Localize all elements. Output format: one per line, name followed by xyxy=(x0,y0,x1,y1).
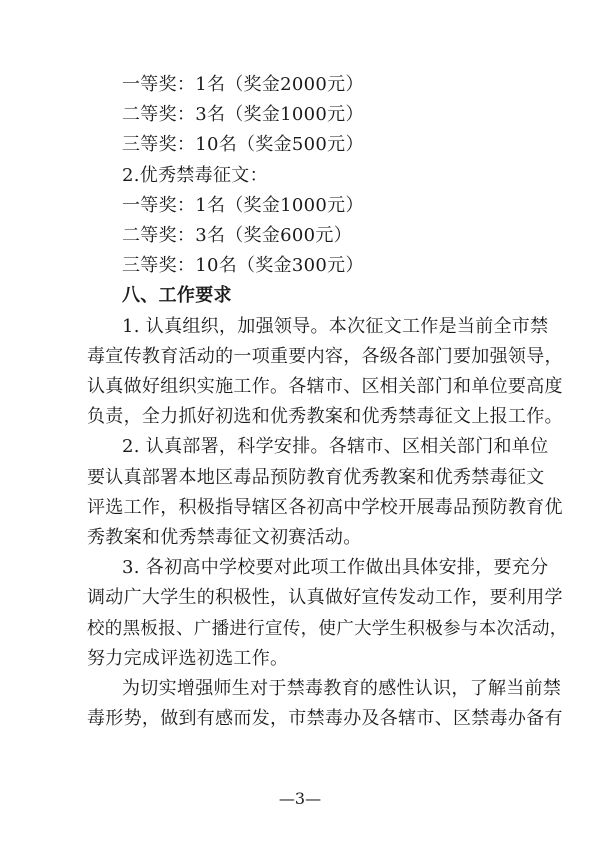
award-line-lesson-third: 三等奖：10名（奖金500元） xyxy=(122,134,364,156)
essay-subheading: 2.优秀禁毒征文： xyxy=(122,164,268,186)
page-number: —3— xyxy=(278,789,322,808)
award-line-lesson-second: 二等奖：3名（奖金1000元） xyxy=(122,104,364,126)
paragraph-1-line-1: 1. 认真组织，加强领导。本次征文工作是当前全市禁 xyxy=(122,315,549,337)
paragraph-1-line-3: 认真做好组织实施工作。各辖市、区相关部门和单位要高度 xyxy=(87,376,563,397)
section-heading: 八、工作要求 xyxy=(122,285,232,307)
paragraph-3-line-4: 努力完成评选初选工作。 xyxy=(87,647,289,669)
paragraph-3-line-1: 3. 各初高中学校要对此项工作做出具体安排，要充分 xyxy=(122,557,549,579)
paragraph-1-line-2: 毒宣传教育活动的一项重要内容，各级各部门要加强领导， xyxy=(87,345,563,367)
paragraph-2-line-4: 秀教案和优秀禁毒征文初赛活动。 xyxy=(87,527,362,548)
award-line-essay-second: 二等奖：3名（奖金600元） xyxy=(122,225,353,246)
paragraph-2-line-2: 要认真部署本地区毒品预防教育优秀教案和优秀禁毒征文 xyxy=(87,466,545,488)
award-line-essay-third: 三等奖：10名（奖金300元） xyxy=(122,255,364,277)
paragraph-2-line-1: 2. 认真部署，科学安排。各辖市、区相关部门和单位 xyxy=(122,436,549,458)
paragraph-4-line-1: 为切实增强师生对于禁毒教育的感性认识，了解当前禁 xyxy=(122,678,562,699)
paragraph-3-line-3: 校的黑板报、广播进行宣传，使广大学生积极参与本次活动， xyxy=(87,618,568,639)
paragraph-1-line-4: 负责，全力抓好初选和优秀教案和优秀禁毒征文上报工作。 xyxy=(87,406,563,428)
paragraph-3-line-2: 调动广大学生的积极性，认真做好宣传发动工作，要利用学 xyxy=(87,587,563,609)
award-line-lesson-first: 一等奖：1名（奖金2000元） xyxy=(122,74,364,95)
award-line-essay-first: 一等奖：1名（奖金1000元） xyxy=(122,194,364,216)
paragraph-4-line-2: 毒形势，做到有感而发，市禁毒办及各辖市、区禁毒办备有 xyxy=(87,708,563,730)
paragraph-2-line-3: 评选工作，积极指导辖区各初高中学校开展毒品预防教育优 xyxy=(87,496,563,518)
